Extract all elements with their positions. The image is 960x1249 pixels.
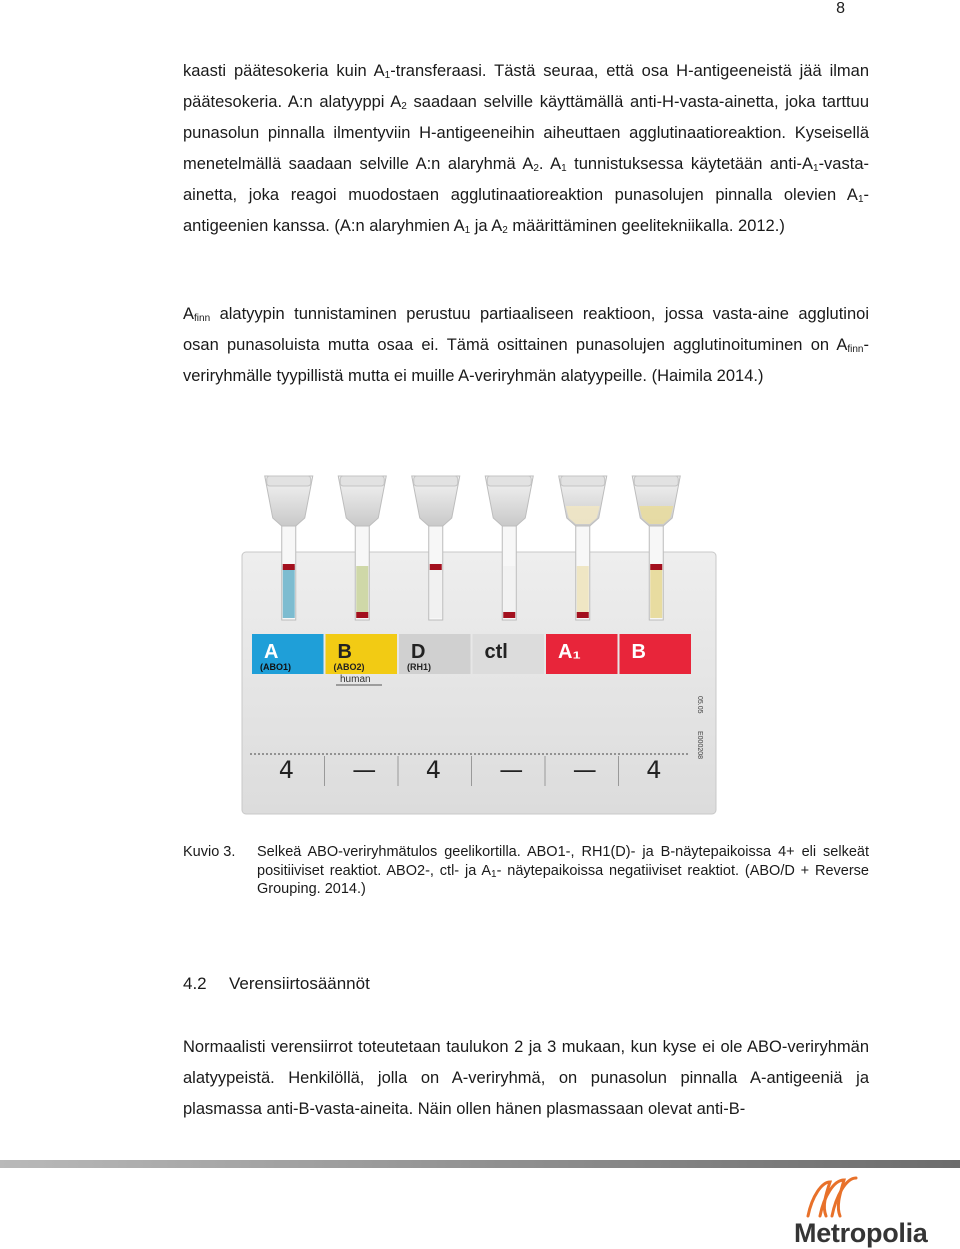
agglutinate-band — [650, 564, 662, 570]
section-number: 4.2 — [183, 974, 207, 993]
column-label-4 — [473, 634, 545, 674]
result-mark: — — [499, 756, 524, 784]
human-label: human — [340, 674, 371, 685]
column-label-3 — [399, 634, 471, 674]
page-number: 8 — [836, 0, 845, 17]
column-label-2 — [326, 634, 398, 674]
footer-bar — [0, 1160, 960, 1168]
column-label-text: B — [337, 641, 352, 663]
cap-rim — [487, 476, 531, 486]
column-sub-label: (ABO1) — [260, 662, 291, 672]
column-label-5 — [546, 634, 618, 674]
agglutinate-band — [283, 564, 295, 570]
column-label-text: A — [264, 641, 279, 663]
cell-pellet — [577, 612, 589, 618]
paragraph-1: kaasti päätesokeria kuin $A_1$-transferaasi. Tästä seuraa, että osa H-antigeeneistä jää ilman päätesokeria. A:n alatyyppi $A_2$ saadaan selville käyttämällä anti-H-vasta-ainetta, joka tarttuu punasolun pinnalla ilmentyviin H-antigeeneihin aiheuttaen agglutinaatioreaktion. Kyseisellä menetelmällä saadaan selville A:n alaryhmä $A_2$. $A_1$ tunnistuksessa käytetään anti-$A_1-vasta$-ainetta, joka reagoi muodostaen agglutinaatioreaktion punasolujen pinnalla olevien $A_1$-antigeenien kanssa. (A:n alaryhmien $A_1$ ja $A_2$ määrittäminen geelitekniikalla. 2012.) — [183, 62, 869, 236]
result-mark: 4 — [646, 756, 662, 784]
caption-text: Selkeä ABO-veriryhmätulos geelikortilla. ABO1-, RH1(D)- ja B-näytepaikoissa 4+ eli selkeät positiiviset reaktiot. ABO2-, ctl- ja $A_1-$ näytepaikoissa negatiiviset reaktiot. (ABO/D + Reverse Grouping. 2014.) — [257, 844, 870, 897]
cap-rim — [414, 476, 458, 486]
column-label-6 — [620, 634, 692, 674]
column-sub-label: (RH1) — [407, 662, 431, 672]
column-sub-label: (ABO2) — [333, 662, 365, 672]
result-mark: 4 — [425, 756, 442, 784]
gel-column — [650, 566, 662, 618]
gel-column — [503, 566, 515, 618]
label-block — [546, 634, 618, 674]
paragraph-3: Normaalisti verensiirrot toteutetaan taulukon 2 ja 3 mukaan, kun kyse ei ole ABO-veriryhmän alatyypeistä. Henkilöllä, jolla on A-veriryhmä, on punasolun pinnalla A-antigeeniä ja plasmassa anti-B-vasta-aineita. Näin ollen hänen plasmassaan olevat anti-B- — [183, 1038, 869, 1118]
cap-rim — [340, 476, 384, 486]
result-mark: — — [572, 756, 597, 784]
column-label-text: ctl — [484, 641, 508, 663]
agglutinate-band — [430, 564, 442, 570]
caption-label: Kuvio 3. — [183, 844, 236, 860]
column-label-text: D — [411, 641, 426, 663]
label-block — [473, 634, 545, 674]
cap-rim — [561, 476, 605, 486]
figure-caption — [183, 843, 869, 899]
cap-rim — [634, 476, 678, 486]
column-label-text: A₁ — [558, 641, 581, 663]
paragraph-2: $A_{finn}$ alatyypin tunnistaminen perustuu partiaaliseen reaktioon, jossa vasta-aine agglutinoi osan punasoluista mutta osaa ei. Tämä osittainen punasolujen agglutinoituminen on $A_{finn}$-veriryhmälle tyypillistä mutta ei muille A-veriryhmän alatyypeille. (Haimila 2014.) — [183, 305, 869, 385]
logo-text: Metropolia — [794, 1218, 928, 1248]
cell-pellet — [356, 612, 368, 618]
side-code-bottom: E000208 — [696, 731, 703, 760]
gel-column — [430, 566, 442, 618]
cap-rim — [267, 476, 311, 486]
gel-card-photo — [240, 456, 720, 816]
result-mark: 4 — [278, 756, 295, 784]
metropolia-logo-mark — [786, 1176, 946, 1220]
metropolia-logo — [786, 1176, 946, 1248]
gel-column — [577, 566, 589, 618]
section-title: Verensiirtosäännöt — [229, 974, 370, 993]
section-heading — [183, 974, 370, 994]
label-block — [620, 634, 692, 674]
result-mark: — — [352, 756, 377, 784]
cell-pellet — [503, 612, 515, 618]
side-code-top: 05.05 — [696, 696, 703, 714]
gel-column — [356, 566, 368, 618]
gel-column — [283, 566, 295, 618]
column-label-1 — [252, 634, 324, 674]
column-label-text: B — [631, 641, 646, 663]
gel-card-body — [242, 552, 716, 814]
